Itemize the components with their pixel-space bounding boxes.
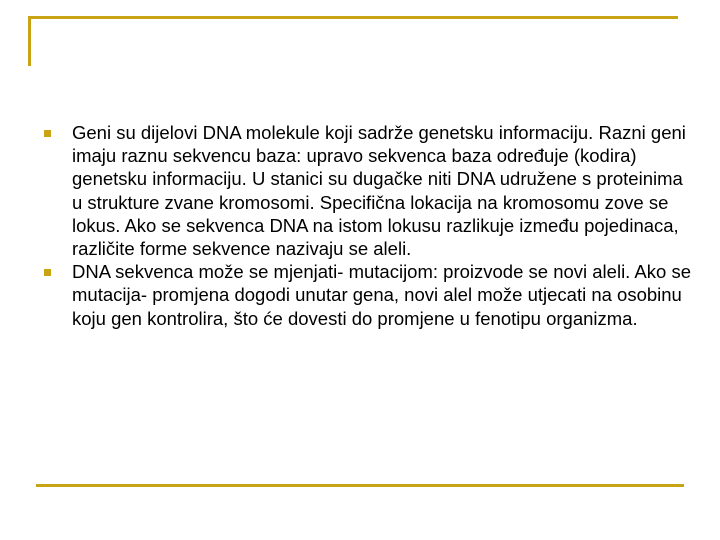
bullet-text: Geni su dijelovi DNA molekule koji sadrže genetsku informaciju. Razni geni imaju raznu sekvencu baza: upravo sekvenca baza određuje (kodira) genetsku informaciju. U stanici su dugačke niti DNA udružene s proteinima u strukture zvane kromosomi. Specifična lokacija na kromosomu zove se lokus. Ako se sekvenca DNA na istom lokusu razlikuje između pojedinaca, različite forme sekvence nazivaju se aleli. xyxy=(72,122,686,260)
square-bullet-icon xyxy=(44,269,51,276)
bottom-border-line xyxy=(36,484,684,487)
bullet-text: DNA sekvenca može se mjenjati- mutacijom: proizvode se novi aleli. Ako se mutacija- promjena dogodi unutar gena, novi alel može utjecati na osobinu koju gen kontrolira, što će dovesti do promjene u fenotipu organizma. xyxy=(72,261,691,329)
slide-content xyxy=(42,121,698,330)
square-bullet-icon xyxy=(44,130,51,137)
bullet-item xyxy=(42,260,698,330)
left-border-line xyxy=(28,16,31,66)
bullet-item xyxy=(42,121,698,260)
top-border-line xyxy=(28,16,678,19)
